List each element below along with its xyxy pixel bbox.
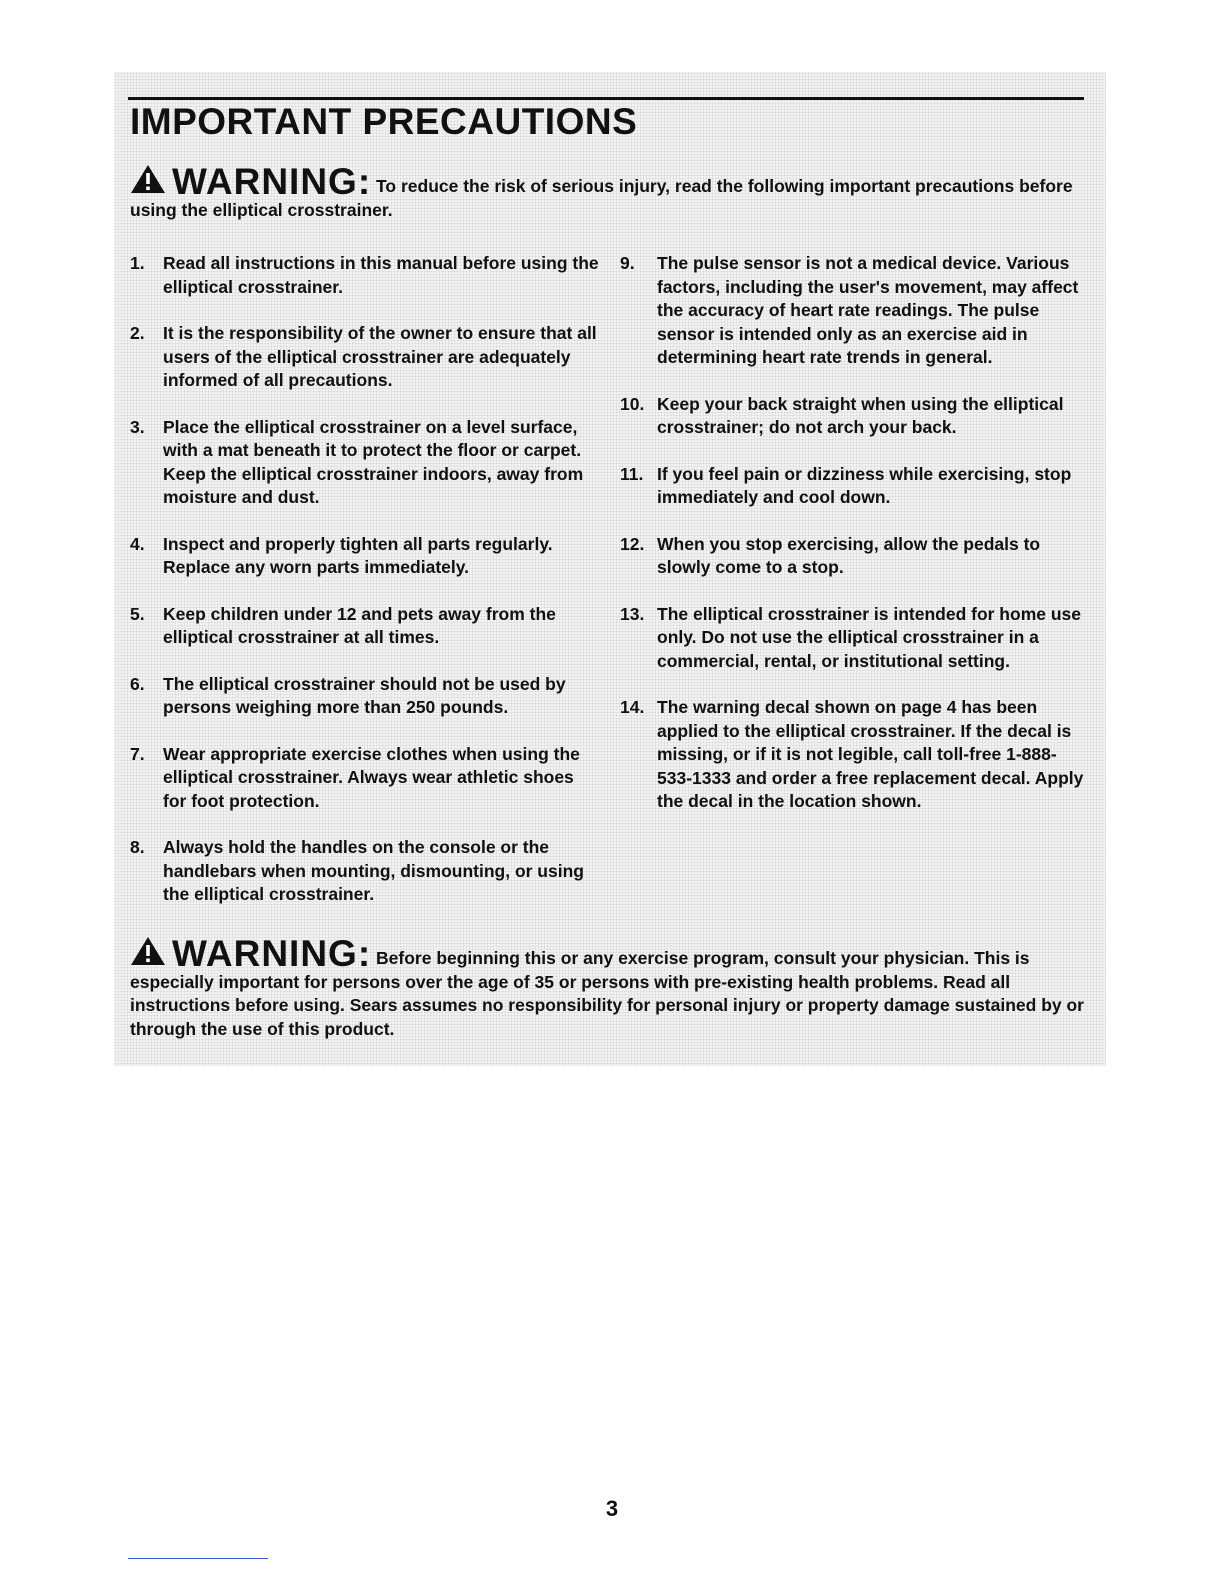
warning-heading: WARNING: [172, 161, 372, 202]
list-item [130, 322, 600, 393]
list-item [130, 743, 600, 814]
list-item [130, 252, 600, 299]
warning-bottom [130, 933, 1090, 1041]
item-text: Always hold the handles on the console or the handlebars when mounting, dismounting, or using the elliptical crosstrainer. [163, 837, 584, 904]
item-text: It is the responsibility of the owner to ensure that all users of the elliptical crosstrainer are adequately informed of all precautions. [163, 323, 597, 390]
list-item [620, 696, 1090, 814]
item-text: When you stop exercising, allow the pedals to slowly come to a stop. [657, 533, 1041, 577]
warning-triangle-icon [130, 936, 166, 966]
page-title: IMPORTANT PRECAUTIONS [130, 101, 638, 142]
item-text: The elliptical crosstrainer should not be used by persons weighing more than 250 pounds. [163, 673, 566, 717]
item-number: 10. [620, 393, 645, 414]
bottom-link-line [128, 1558, 268, 1559]
item-text: Keep children under 12 and pets away from the elliptical crosstrainer at all times. [163, 603, 556, 647]
list-item [620, 603, 1090, 674]
list-item [130, 416, 600, 510]
item-text: Keep your back straight when using the elliptical crosstrainer; do not arch your back. [657, 393, 1064, 437]
warning-heading: WARNING: [172, 933, 372, 974]
list-item [130, 603, 600, 650]
warning-text: To reduce the risk of serious injury, read the following important precautions before using the elliptical crosstrainer. [130, 176, 1073, 220]
list-item [620, 393, 1090, 440]
item-number: 11. [620, 463, 644, 484]
item-text: The warning decal shown on page 4 has been applied to the elliptical crosstrainer. If the decal is missing, or if it is not legible, call toll-free 1-888-533-1333 and order a free replacement decal. Apply the decal in the location shown. [657, 697, 1084, 811]
list-item [620, 252, 1090, 370]
item-number: 1. [130, 253, 145, 273]
list-item [620, 533, 1090, 580]
list-item [620, 463, 1090, 510]
item-number: 4. [130, 533, 145, 554]
item-number: 6. [130, 673, 145, 694]
item-number: 14. [620, 697, 645, 717]
warning-top [130, 161, 1090, 222]
item-number: 7. [130, 743, 145, 764]
item-number: 9. [620, 253, 635, 273]
item-number: 8. [130, 837, 145, 857]
precautions-list-right [620, 252, 1090, 837]
page-number: 3 [605, 1496, 619, 1521]
item-text: Place the elliptical crosstrainer on a level surface, with a mat beneath it to protect the floor or carpet. Keep the elliptical crosstrainer indoors, away from moisture and dust. [163, 416, 584, 507]
item-number: 2. [130, 323, 145, 343]
warning-text: Before beginning this or any exercise program, consult your physician. This is especially important for persons over the age of 35 or persons with pre-existing health problems. Read all instructions before using. Sears assumes no responsibility for personal injury or property damage sustained by or through the use of this product. [130, 948, 1084, 1039]
item-text: Read all instructions in this manual before using the elliptical crosstrainer. [163, 253, 599, 297]
item-number: 12. [620, 533, 645, 554]
item-text: Inspect and properly tighten all parts regularly. Replace any worn parts immediately. [163, 533, 553, 577]
list-item [130, 533, 600, 580]
list-item [130, 836, 600, 907]
warning-triangle-icon [130, 164, 166, 194]
item-text: If you feel pain or dizziness while exercising, stop immediately and cool down. [657, 463, 1072, 507]
item-number: 3. [130, 416, 145, 437]
item-text: Wear appropriate exercise clothes when using the elliptical crosstrainer. Always wear athletic shoes for foot protection. [163, 743, 580, 811]
list-item [130, 673, 600, 720]
item-number: 13. [620, 603, 645, 624]
item-number: 5. [130, 603, 145, 624]
precautions-list-left [130, 252, 600, 930]
item-text: The pulse sensor is not a medical device. Various factors, including the user's movement, may affect the accuracy of heart rate readings. The pulse sensor is intended only as an exercise aid in determining heart rate trends in general. [657, 253, 1079, 367]
item-text: The elliptical crosstrainer is intended for home use only. Do not use the elliptical crosstrainer in a commercial, rental, or institutional setting. [657, 603, 1081, 671]
